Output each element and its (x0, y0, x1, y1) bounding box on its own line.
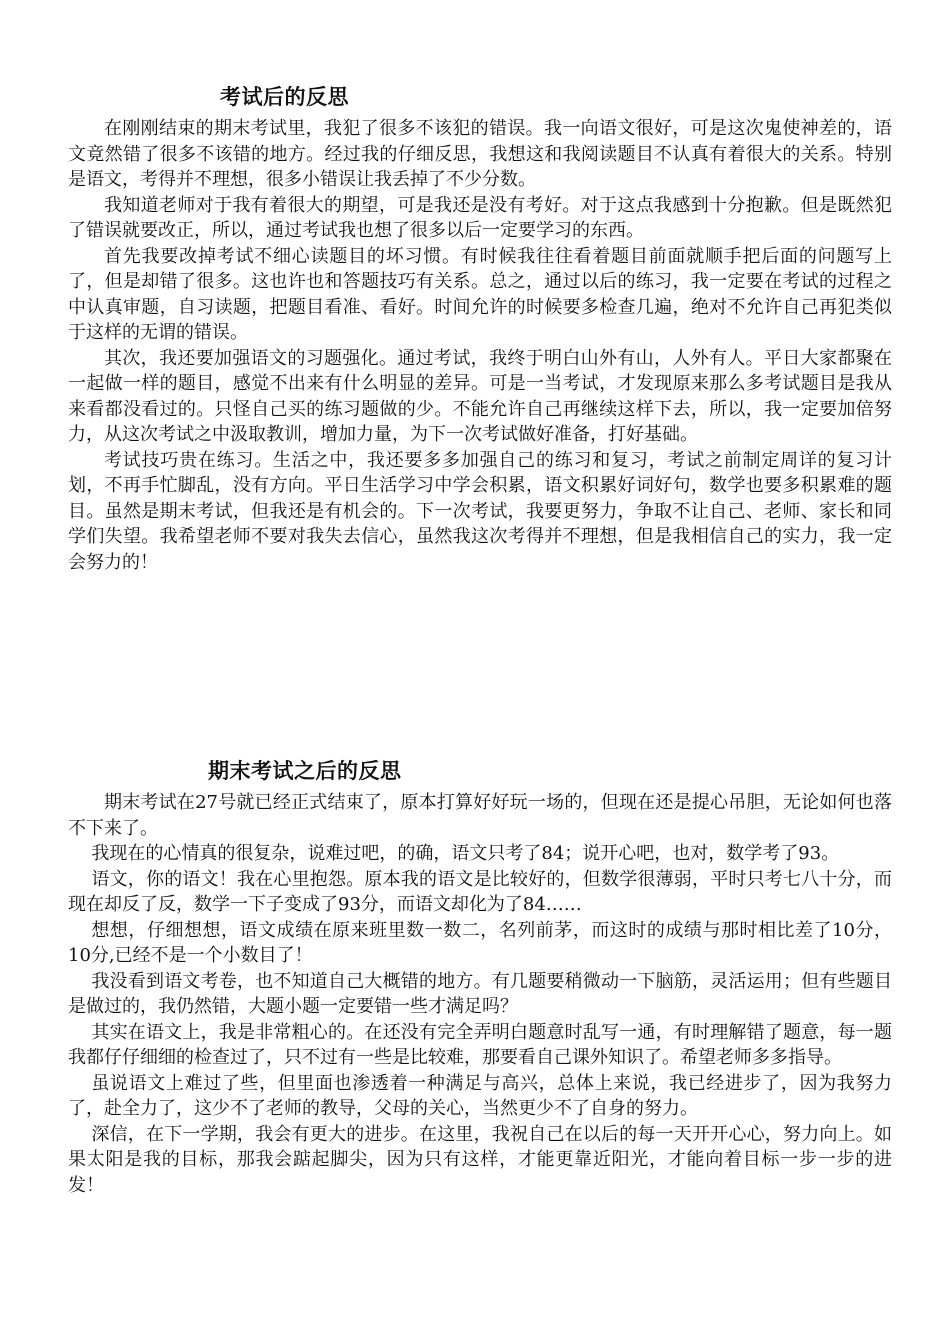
paragraph: 我没看到语文考卷，也不知道自己大概错的地方。有几题要稍微动一下脑筋，灵活运用；但有些题目是做过的，我仍然错，大题小题一定要错一些才满足吗？ (68, 970, 892, 1017)
paragraph: 首先我要改掉考试不细心读题目的坏习惯。有时候我往往看着题目前面就顺手把后面的问题写上了，但是却错了很多。这也许也和答题技巧有关系。总之，通过以后的练习，我一定要在考试的过程之中认真审题，自习读题，把题目看准、看好。时间允许的时候要多检查几遍，绝对不允许自己再犯类似于这样的无谓的错误。 (68, 245, 892, 343)
paragraph: 我现在的心情真的很复杂，说难过吧，的确，语文只考了84；说开心吧，也对，数学考了93。 (91, 843, 840, 864)
essay-title: 考试后的反思 (220, 85, 349, 109)
paragraph: 我知道老师对于我有着很大的期望，可是我还是没有考好。对于这点我感到十分抱歉。但是既然犯了错误就要改正，所以，通过考试我也想了很多以后一定要学习的东西。 (68, 194, 892, 241)
essay-2 (68, 756, 892, 1198)
paragraph: 考试技巧贵在练习。生活之中，我还要多多加强自己的练习和复习，考试之前制定周详的复习计划，不再手忙脚乱，没有方向。平日生活学习中学会积累，语文积累好词好句，数学也要多积累难的题目。虽然是期末考试，但我还是有机会的。下一次考试，我要更努力，争取不让自己、老师、家长和同学们失望。我希望老师不要对我失去信心，虽然我这次考得并不理想，但是我相信自己的实力，我一定会努力的！ (68, 449, 892, 573)
paragraph: 语文，你的语文！我在心里抱怨。原本我的语文是比较好的，但数学很薄弱，平时只考七八十分，而现在却反了反，数学一下子变成了93分，而语文却化为了84…… (68, 868, 892, 915)
paragraph: 其次，我还要加强语文的习题强化。通过考试，我终于明白山外有山，人外有人。平日大家都聚在一起做一样的题目，感觉不出来有什么明显的差异。可是一当考试，才发现原来那么多考试题目是我从来看都没看过的。只怪自己买的练习题做的少。不能允许自己再继续这样下去，所以，我一定要加倍努力，从这次考试之中汲取教训，增加力量，为下一次考试做好准备，打好基础。 (68, 347, 892, 445)
essay-1 (68, 82, 892, 575)
essay-title: 期末考试之后的反思 (208, 759, 402, 783)
paragraph: 深信，在下一学期，我会有更大的进步。在这里，我祝自己在以后的每一天开开心心，努力向上。如果太阳是我的目标，那我会踮起脚尖，因为只有这样，才能更靠近阳光，才能向着目标一步一步的进发！ (68, 1123, 892, 1196)
paragraph: 在刚刚结束的期末考试里，我犯了很多不该犯的错误。我一向语文很好，可是这次鬼使神差的，语文竟然错了很多不该错的地方。经过我的仔细反思，我想这和我阅读题目不认真有着很大的关系。特别是语文，考得并不理想，很多小错误让我丢掉了不少分数。 (68, 118, 892, 190)
paragraph: 期末考试在27号就已经正式结束了，原本打算好好玩一场的，但现在还是提心吊胆，无论如何也落不下来了。 (68, 792, 892, 839)
paragraph: 想想，仔细想想，语文成绩在原来班里数一数二，名列前茅，而这时的成绩与那时相比差了10分，10分,已经不是一个小数目了！ (68, 919, 892, 966)
paragraph: 其实在语文上，我是非常粗心的。在还没有完全弄明白题意时乱写一通，有时理解错了题意，每一题我都仔仔细细的检查过了，只不过有一些是比较难，那要看自己课外知识了。希望老师多多指导。 (68, 1021, 892, 1068)
paragraph: 虽说语文上难过了些，但里面也渗透着一种满足与高兴，总体上来说，我已经进步了，因为我努力了，赴全力了，这少不了老师的教导，父母的关心，当然更少不了自身的努力。 (68, 1072, 892, 1119)
